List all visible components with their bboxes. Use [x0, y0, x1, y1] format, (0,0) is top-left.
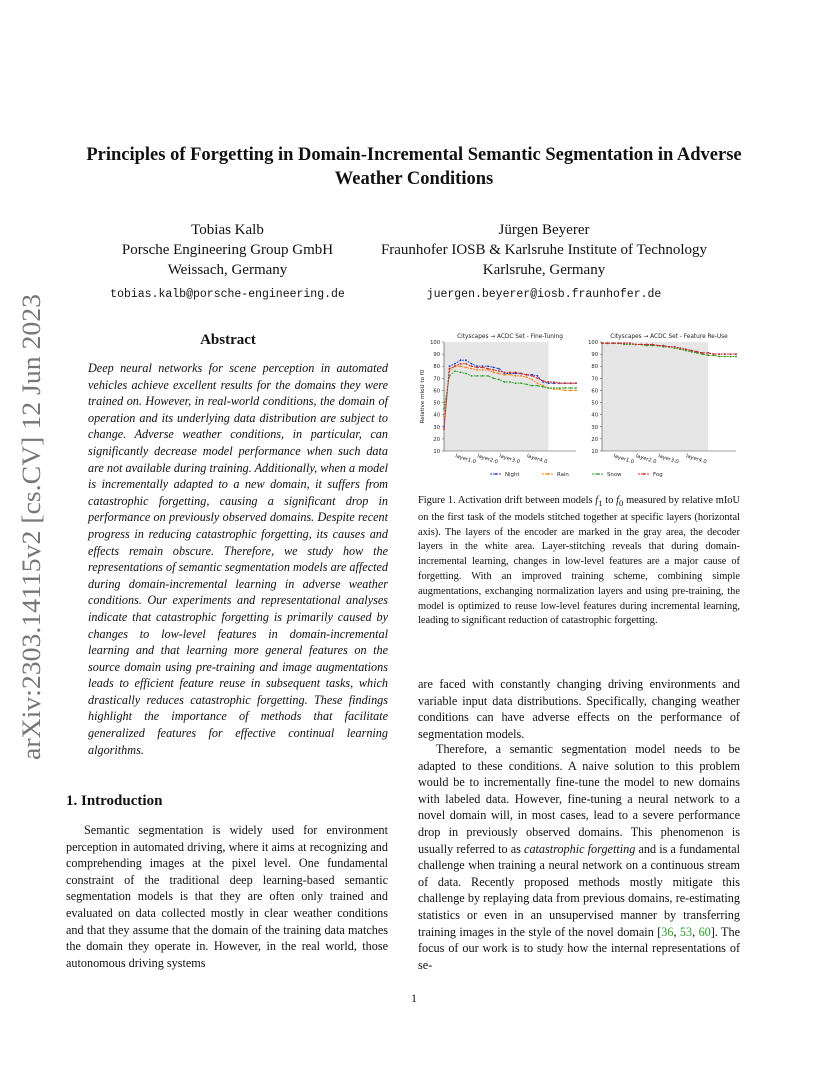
y-tick-label: 100: [430, 340, 440, 346]
data-point-night: [493, 367, 495, 369]
data-point-fog: [685, 348, 687, 350]
citation-link[interactable]: 53: [679, 924, 693, 939]
data-point-rain: [531, 379, 533, 381]
data-point-fog: [509, 371, 511, 373]
data-point-fog: [735, 353, 737, 355]
data-point-snow: [515, 382, 517, 384]
data-point-snow: [553, 387, 555, 389]
figure-1: [412, 330, 742, 480]
data-point-snow: [570, 387, 572, 389]
caption-text: measured by relative mIoU on the first task of the models stitched together at specific layers (horizontal axis). The layers of the encoder are marked in the gray area, the decoder layers in the white area. Layer-stitching reveals that during domain-incremental learning, changes in low-level features are a major cause of forgetting. With an improved training scheme, combining simple augmentations, exchanging normalization layers and using pre-training, the model is optimized to reuse low-level features during incremental learning, leading to significant reduction of catastrophic forgetting.: [418, 495, 740, 627]
citation-link[interactable]: 36: [661, 924, 674, 939]
data-point-rain: [443, 416, 445, 418]
data-point-snow: [707, 354, 709, 356]
data-point-night: [498, 368, 500, 370]
data-point-snow: [509, 381, 511, 383]
data-point-night: [454, 363, 456, 365]
author-location: Karlsruhe, Germany: [482, 262, 606, 278]
data-point-rain: [526, 376, 528, 378]
legend-marker-night: [495, 473, 497, 475]
section-heading-introduction: 1. Introduction: [66, 793, 163, 809]
legend-label-fog: Fog: [653, 472, 663, 478]
paragraph-text: and is a fundamental challenge when training a neural network on a continuous stream of data. Recently proposed methods mostly mitigate this challenge by replaying data from previous domains, re-estimating statistics or even in an unsupervised manner by transferring training images in the style of the novel domain [: [418, 841, 740, 939]
author-email[interactable]: tobias.kalb@porsche-engineering.de: [110, 288, 345, 301]
emphasis-term: catastrophic forgetting: [524, 841, 636, 856]
data-point-snow: [575, 387, 577, 389]
data-point-fog: [724, 353, 726, 355]
data-point-rain: [460, 365, 462, 367]
data-point-snow: [454, 370, 456, 372]
data-point-fog: [548, 381, 550, 383]
data-point-night: [487, 365, 489, 367]
data-point-rain: [564, 390, 566, 392]
data-point-snow: [718, 356, 720, 358]
author-location: Weissach, Germany: [167, 262, 288, 278]
arxiv-identifier: [6, 290, 56, 760]
data-point-rain: [498, 373, 500, 375]
data-point-fog: [460, 363, 462, 365]
data-point-fog: [646, 344, 648, 346]
data-point-fog: [640, 344, 642, 346]
y-tick-label: 50: [591, 400, 598, 407]
data-point-snow: [498, 379, 500, 381]
data-point-rain: [570, 390, 572, 392]
y-tick-label: 10: [591, 449, 598, 455]
data-point-fog: [674, 346, 676, 348]
data-point-snow: [476, 375, 478, 377]
data-point-fog: [702, 352, 704, 354]
caption-math-sub: 0: [619, 498, 624, 509]
data-point-snow: [493, 377, 495, 379]
data-point-fog: [713, 353, 715, 355]
data-point-snow: [504, 381, 506, 383]
data-point-snow: [735, 356, 737, 358]
data-point-fog: [454, 365, 456, 367]
data-point-fog: [493, 369, 495, 371]
paragraph-text: Therefore, a semantic segmentation model needs to be adapted to these conditions. A naive solution to this problem would be to incrementally fine-tune the model to new domains with labeled data. However, fine-tuning a neural network to a novel domain will, in most cases, lead to a severe performance drop in previously observed domains. This phenomenon is usually referred to as: [418, 742, 740, 856]
data-point-fog: [730, 353, 732, 355]
legend-marker-snow: [597, 473, 599, 475]
data-point-fog: [718, 353, 720, 355]
data-point-fog: [601, 342, 603, 344]
data-point-snow: [482, 375, 484, 377]
data-point-fog: [520, 373, 522, 375]
data-point-snow: [724, 356, 726, 358]
data-point-fog: [668, 346, 670, 348]
data-point-rain: [482, 369, 484, 371]
data-point-snow: [465, 373, 467, 375]
y-tick-label: 60: [591, 388, 598, 395]
data-point-night: [465, 359, 467, 361]
y-tick-label: 80: [591, 364, 598, 371]
data-point-night: [537, 375, 539, 377]
data-point-rain: [515, 375, 517, 377]
data-point-fog: [526, 374, 528, 376]
author-name: Jürgen Beyerer: [498, 222, 590, 238]
paper-title: Principles of Forgetting in Domain-Incremental Semantic Segmentation in Adverse Weather Conditions: [86, 145, 742, 189]
y-axis-label: Relative mIoU to f0: [420, 369, 426, 424]
y-tick-label: 40: [591, 412, 598, 419]
data-point-snow: [542, 386, 544, 388]
caption-math: f: [595, 495, 599, 506]
data-point-snow: [460, 371, 462, 373]
author-email[interactable]: juergen.beyerer@iosb.fraunhofer.de: [426, 288, 662, 301]
y-tick-label: 70: [591, 376, 598, 383]
data-point-fog: [570, 382, 572, 384]
y-tick-label: 70: [433, 376, 440, 383]
data-point-fog: [575, 382, 577, 384]
data-point-fog: [657, 345, 659, 347]
figure-1-charts: [412, 330, 742, 480]
x-tick-label: layer4.0: [685, 453, 708, 466]
arxiv-identifier-text: arXiv:2303.14115v2 [cs.CV] 12 Jun 2023: [17, 323, 46, 760]
legend-label-rain: Rain: [557, 472, 569, 478]
data-point-rain: [537, 382, 539, 384]
data-point-fog: [618, 342, 620, 344]
x-tick-label: layer4.0: [525, 453, 548, 466]
right-column-paragraph-1: are faced with constantly changing driving environments and variable input data distributions. Specifically, changing weather conditions can have adverse effects on the performance of segmentation models.: [418, 677, 740, 741]
data-point-rain: [465, 367, 467, 369]
author-name: Tobias Kalb: [191, 222, 264, 238]
caption-text: to: [602, 495, 617, 506]
data-point-rain: [520, 375, 522, 377]
data-point-fog: [476, 367, 478, 369]
data-point-fog: [487, 368, 489, 370]
y-tick-label: 30: [591, 424, 598, 431]
data-point-rain: [509, 374, 511, 376]
chart-title: Cityscapes → ACDC Set - Fine-Tuning: [457, 334, 563, 340]
data-point-fog: [471, 365, 473, 367]
data-point-fog: [465, 363, 467, 365]
author-affiliation: Porsche Engineering Group GmbH: [121, 242, 334, 258]
abstract-text: Deep neural networks for scene perception in automated vehicles achieve excellent results for the domains they were trained on. However, in real-world conditions, the domain of operation and its underlying data distribution are subject to change. Adverse weather conditions, in particular, can significantly decrease model performance when such data are not available during training. Additionally, when a model is incrementally adapted to a new domain, it suffers from catastrophic forgetting, causing a significant drop in performance on previously observed domains. Despite recent progress in reducing catastrophic forgetting, its causes and effects remain obscure. Therefore, we study how the representations of semantic segmentation models are affected during domain-incremental learning in adverse weather conditions. Our experiments and representational analyses indicate that catastrophic forgetting is primarily caused by changes to low-level features in domain-incremental learning and that learning more general features on the source domain using pre-training and image augmentations leads to efficient feature reuse in subsequent tasks, which drastically reduces catastrophic forgetting. These findings highlight the importance of methods that facilitate generalized features for effective continual learning algorithms.: [88, 361, 388, 757]
author-block-1: [70, 220, 385, 305]
data-point-snow: [537, 385, 539, 387]
data-point-fog: [498, 370, 500, 372]
data-point-snow: [548, 387, 550, 389]
data-point-snow: [730, 356, 732, 358]
page-number: 1: [411, 991, 417, 1005]
legend-label-snow: Snow: [607, 472, 622, 478]
paragraph-text: ]. The focus of our work is to study how the internal representations of se-: [418, 924, 741, 972]
y-tick-label: 50: [433, 400, 440, 407]
caption-math: f: [616, 495, 620, 506]
x-tick-label: layer1.0: [454, 453, 477, 466]
data-point-fog: [623, 342, 625, 344]
data-point-snow: [559, 387, 561, 389]
y-tick-label: 80: [433, 364, 440, 371]
data-point-night: [471, 363, 473, 365]
data-point-night: [460, 359, 462, 361]
data-point-rain: [504, 374, 506, 376]
legend-marker-rain: [547, 473, 549, 475]
x-tick-label: layer2.0: [634, 453, 657, 466]
data-point-fog: [607, 342, 609, 344]
data-point-fog: [629, 342, 631, 344]
data-point-rain: [493, 371, 495, 373]
x-tick-label: layer3.0: [657, 453, 680, 466]
y-tick-label: 40: [433, 412, 440, 419]
data-point-snow: [487, 375, 489, 377]
data-point-fog: [449, 368, 451, 370]
x-tick-label: layer2.0: [476, 453, 499, 466]
caption-math-sub: 1: [598, 498, 603, 509]
data-point-snow: [564, 387, 566, 389]
data-point-fog: [504, 371, 506, 373]
citation-link[interactable]: 60: [698, 924, 711, 939]
abstract-heading: Abstract: [200, 332, 256, 348]
x-tick-label: layer1.0: [612, 453, 635, 466]
data-point-fog: [482, 367, 484, 369]
data-point-snow: [520, 382, 522, 384]
data-point-fog: [690, 350, 692, 352]
y-tick-label: 90: [433, 352, 440, 359]
encoder-region: [602, 342, 708, 451]
y-tick-label: 20: [433, 436, 440, 443]
y-tick-label: 30: [433, 424, 440, 431]
data-point-fog: [559, 382, 561, 384]
data-point-fog: [564, 382, 566, 384]
data-point-snow: [526, 384, 528, 386]
data-point-fog: [707, 352, 709, 354]
data-point-fog: [635, 344, 637, 346]
y-tick-label: 60: [433, 388, 440, 395]
data-point-fog: [679, 347, 681, 349]
data-point-fog: [696, 351, 698, 353]
author-block-2: [350, 220, 738, 305]
data-point-fog: [531, 375, 533, 377]
intro-paragraph: Semantic segmentation is widely used for environment perception in automated driving, where it aims at recognizing and comprehending images at the pixel level. One fundamental constraint of the traditional deep learning-based semantic segmentation models is that they are often only trained and evaluated on data collected mostly in clear weather conditions and that they assume that the domain of the training data matches the domain they operate in. However, in the real world, those autonomous driving systems: [66, 823, 388, 970]
chart-legend: [490, 472, 663, 478]
chart-panel-2: [588, 334, 737, 465]
legend-label-night: Night: [505, 472, 520, 478]
data-point-fog: [515, 371, 517, 373]
data-point-fog: [542, 380, 544, 382]
caption-text: Figure 1. Activation drift between models: [418, 495, 596, 506]
y-tick-label: 100: [588, 340, 598, 346]
data-point-fog: [553, 381, 555, 383]
x-tick-label: layer3.0: [498, 453, 521, 466]
data-point-fog: [537, 377, 539, 379]
data-point-fog: [663, 345, 665, 347]
data-point-snow: [471, 375, 473, 377]
chart-panel-1: [420, 334, 577, 465]
y-tick-label: 10: [433, 449, 440, 455]
data-point-fog: [612, 342, 614, 344]
data-point-snow: [531, 385, 533, 387]
y-tick-label: 20: [591, 436, 598, 443]
figure-caption: [418, 494, 740, 629]
data-point-rain: [471, 368, 473, 370]
legend-marker-fog: [643, 473, 645, 475]
data-point-snow: [443, 408, 445, 410]
y-tick-label: 90: [591, 352, 598, 359]
data-point-night: [449, 365, 451, 367]
data-point-fog: [443, 428, 445, 430]
data-point-rain: [476, 369, 478, 371]
right-column-paragraph-2: Therefore, a semantic segmentation model needs to be adapted to these conditions. A naive solution to this problem would be to incrementally fine-tune the model to new domains with labeled data. However, fine-tuning a neural network to a novel domain will, in most cases, lead to a severe performance drop in previously observed domains. This phenomenon is usually referred to as catastrophic forgetting and is a fundamental challenge when training a neural network on a continuous stream of data. Recently proposed methods mostly mitigate this challenge by replaying data from previous domains, re-estimating statistics or even in an unsupervised manner by transferring training images in the style of the novel domain [36, 53, 60]. The focus of our work is to study how the internal representations of se-: [418, 742, 741, 972]
data-point-fog: [651, 344, 653, 346]
chart-title: Cityscapes → ACDC Set - Feature Re-Use: [610, 334, 728, 340]
data-point-rain: [575, 390, 577, 392]
author-affiliation: Fraunhofer IOSB & Karlsruhe Institute of Technology: [380, 242, 708, 258]
encoder-region: [444, 342, 549, 451]
